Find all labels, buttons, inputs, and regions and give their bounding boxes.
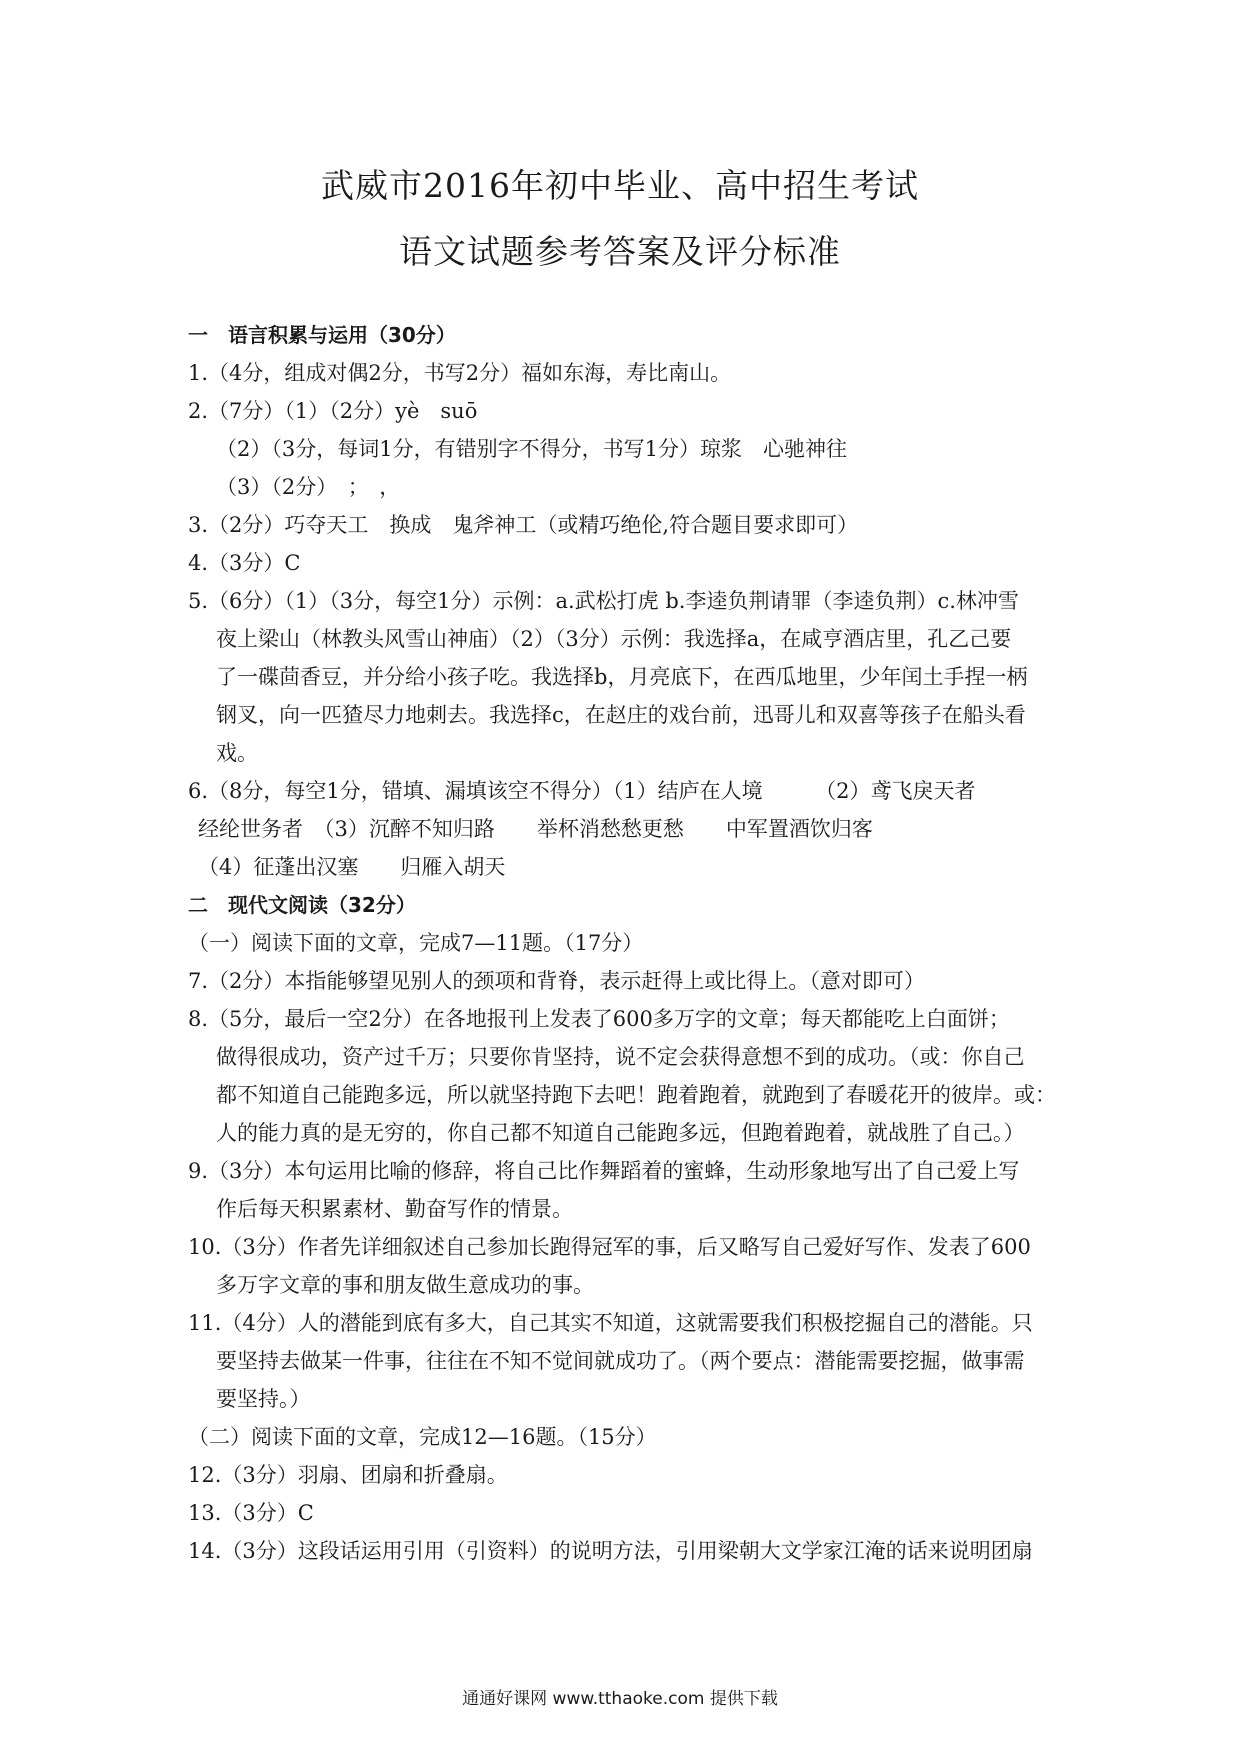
answer-line: （3）（2分） ； ，	[216, 475, 401, 499]
answer-line: 要坚持。）	[216, 1387, 311, 1411]
answer-line: 1.（4分，组成对偶2分，书写2分）福如东海，寿比南山。	[188, 361, 732, 385]
answer-line: 5.（6分）（1）（3分，每空1分）示例：a.武松打虎 b.李逵负荆请罪（李逵负荆）c.林冲雪	[188, 589, 1019, 613]
answer-line: 3.（2分）巧夺天工 换成 鬼斧神工（或精巧绝伦,符合题目要求即可）	[188, 513, 859, 537]
section-heading: 二 现代文阅读（32分）	[188, 893, 416, 917]
answer-line: 钢叉，向一匹猹尽力地刺去。我选择c，在赵庄的戏台前，迅哥儿和双喜等孩子在船头看	[216, 703, 1026, 727]
answer-line: 2.（7分）（1）（2分）yè suō	[188, 399, 478, 423]
answer-content	[188, 316, 1068, 1570]
answer-line: 经纶世务者 （3）沉醉不知归路 举杯消愁愁更愁 中军置酒饮归客	[198, 817, 873, 841]
answer-line: 14.（3分）这段话运用引用（引资料）的说明方法，引用梁朝大文学家江淹的话来说明团扇	[188, 1539, 1033, 1563]
answer-line: （2）（3分，每词1分，有错别字不得分，书写1分）琼浆 心驰神往	[216, 437, 847, 461]
answer-line: （4）征蓬出汉塞 归雁入胡天	[198, 855, 506, 879]
answer-line: 7.（2分）本指能够望见别人的颈项和背脊，表示赶得上或比得上。（意对即可）	[188, 969, 925, 993]
answer-line: 作后每天积累素材、勤奋写作的情景。	[216, 1197, 573, 1221]
footer-note: 通通好课网 www.tthaoke.com 提供下载	[462, 1689, 778, 1709]
answer-line: 12.（3分）羽扇、团扇和折叠扇。	[188, 1463, 508, 1487]
answer-line: 人的能力真的是无穷的，你自己都不知道自己能跑多远，但跑着跑着，就战胜了自己。）	[216, 1121, 1025, 1145]
answer-line: 做得很成功，资产过千万；只要你肯坚持，说不定会获得意想不到的成功。（或：你自己	[216, 1045, 1025, 1069]
answer-line: 8.（5分，最后一空2分）在各地报刊上发表了600多万字的文章；每天都能吃上白面饼；	[188, 1007, 1010, 1031]
answer-line: 戏。	[216, 741, 258, 765]
answer-line: 11.（4分）人的潜能到底有多大，自己其实不知道，这就需要我们积极挖掘自己的潜能。只	[188, 1311, 1033, 1335]
answer-line: 了一碟茴香豆，并分给小孩子吃。我选择b，月亮底下，在西瓜地里，少年闰土手捏一柄	[216, 665, 1028, 689]
section-heading: 一 语言积累与运用（30分）	[188, 323, 456, 347]
answer-line: 13.（3分）C	[188, 1501, 314, 1525]
answer-line: 要坚持去做某一件事，往往在不知不觉间就成功了。（两个要点：潜能需要挖掘，做事需	[216, 1349, 1025, 1373]
answer-line: 多万字文章的事和朋友做生意成功的事。	[216, 1273, 594, 1297]
subsection-heading: （一）阅读下面的文章，完成7—11题。（17分）	[188, 931, 644, 955]
answer-line: 9.（3分）本句运用比喻的修辞，将自己比作舞蹈着的蜜蜂，生动形象地写出了自己爱上写	[188, 1159, 1020, 1183]
answer-line: 4.（3分）C	[188, 551, 301, 575]
answer-line: 6.（8分，每空1分，错填、漏填该空不得分）（1）结庐在人境 （2）鸢飞戾天者	[188, 779, 976, 803]
document-title: 武威市2016年初中毕业、高中招生考试	[321, 166, 919, 205]
answer-line: 夜上梁山（林教头风雪山神庙）（2）（3分）示例：我选择a，在咸亨酒店里，孔乙己要	[216, 627, 1012, 651]
answer-line: 都不知道自己能跑多远，所以就坚持跑下去吧！跑着跑着，就跑到了春暖花开的彼岸。或：	[216, 1083, 1056, 1107]
document-subtitle: 语文试题参考答案及评分标准	[399, 232, 841, 271]
subsection-heading: （二）阅读下面的文章，完成12—16题。（15分）	[188, 1425, 657, 1449]
answer-line: 10.（3分）作者先详细叙述自己参加长跑得冠军的事，后又略写自己爱好写作、发表了600	[188, 1235, 1031, 1259]
